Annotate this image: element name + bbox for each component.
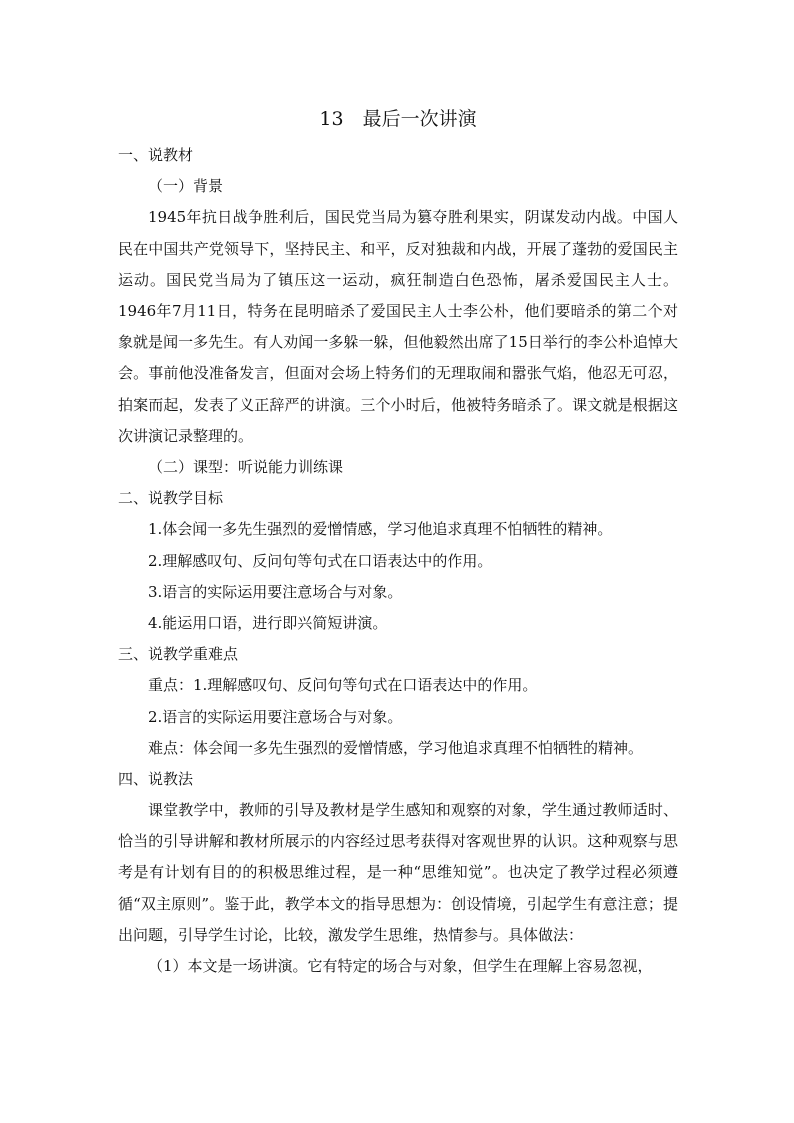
- document-title: 13 最后一次讲演: [319, 108, 477, 130]
- section-heading-1: 一、说教材: [118, 146, 194, 164]
- goal-item-2: 2.理解感叹句、反问句等句式在口语表达中的作用。: [148, 551, 493, 570]
- method-paragraph: 课堂教学中，教师的引导及教材是学生感知和观察的对象，学生通过教师适时、恰当的引导讲解和教材所展示的内容经过思考获得对客观世界的认识。这种观察与思考是有计划有目的的积极思维过程，是一种“思维知觉”。也决定了教学过程必须遵循“双主原则”。鉴于此，教学本文的指导思想为：创设情境，引起学生有意注意；提出问题，引导学生讨论，比较，激发学生思维，热情参与。具体做法：: [118, 801, 678, 944]
- subheading-background: （一）背景: [148, 177, 224, 196]
- key-point-2: 2.语言的实际运用要注意场合与对象。: [148, 707, 403, 726]
- section-heading-3: 三、说教学重难点: [118, 645, 239, 664]
- goal-item-1: 1.体会闻一多先生强烈的爱憎情感，学习他追求真理不怕牺牲的精神。: [148, 520, 613, 539]
- method-item-1: （1）本文是一场讲演。它有特定的场合与对象，但学生在理解上容易忽视，: [148, 957, 653, 976]
- section-heading-2: 二、说教学目标: [118, 489, 224, 508]
- document-page: [118, 102, 678, 982]
- difficult-point: 难点：体会闻一多先生强烈的爱憎情感，学习他追求真理不怕牺牲的精神。: [148, 738, 644, 757]
- section-heading-4: 四、说教法: [118, 769, 194, 788]
- goal-item-4: 4.能运用口语，进行即兴简短讲演。: [148, 613, 388, 632]
- key-point-1: 重点：1.理解感叹句、反问句等句式在口语表达中的作用。: [148, 676, 538, 695]
- subheading-lesson-type: （二）课型：听说能力训练课: [148, 458, 344, 476]
- goal-item-3: 3.语言的实际运用要注意场合与对象。: [148, 582, 403, 601]
- background-paragraph: 1945年抗日战争胜利后，国民党当局为篡夺胜利果实，阴谋发动内战。中国人民在中国共产党领导下，坚持民主、和平，反对独裁和内战，开展了蓬勃的爱国民主运动。国民党当局为了镇压这一运动，疯狂制造白色恐怖，屠杀爱国民主人士。1946年7月11日，特务在昆明暗杀了爱国民主人士李公朴，他们要暗杀的第二个对象就是闻一多先生。有人劝闻一多躲一躲，但他毅然出席了15日举行的李公朴追悼大会。事前他没准备发言，但面对会场上特务们的无理取闹和嚣张气焰，他忍无可忍，拍案而起，发表了义正辞严的讲演。三个小时后，他被特务暗杀了。课文就是根据这次讲演记录整理的。: [118, 208, 678, 445]
